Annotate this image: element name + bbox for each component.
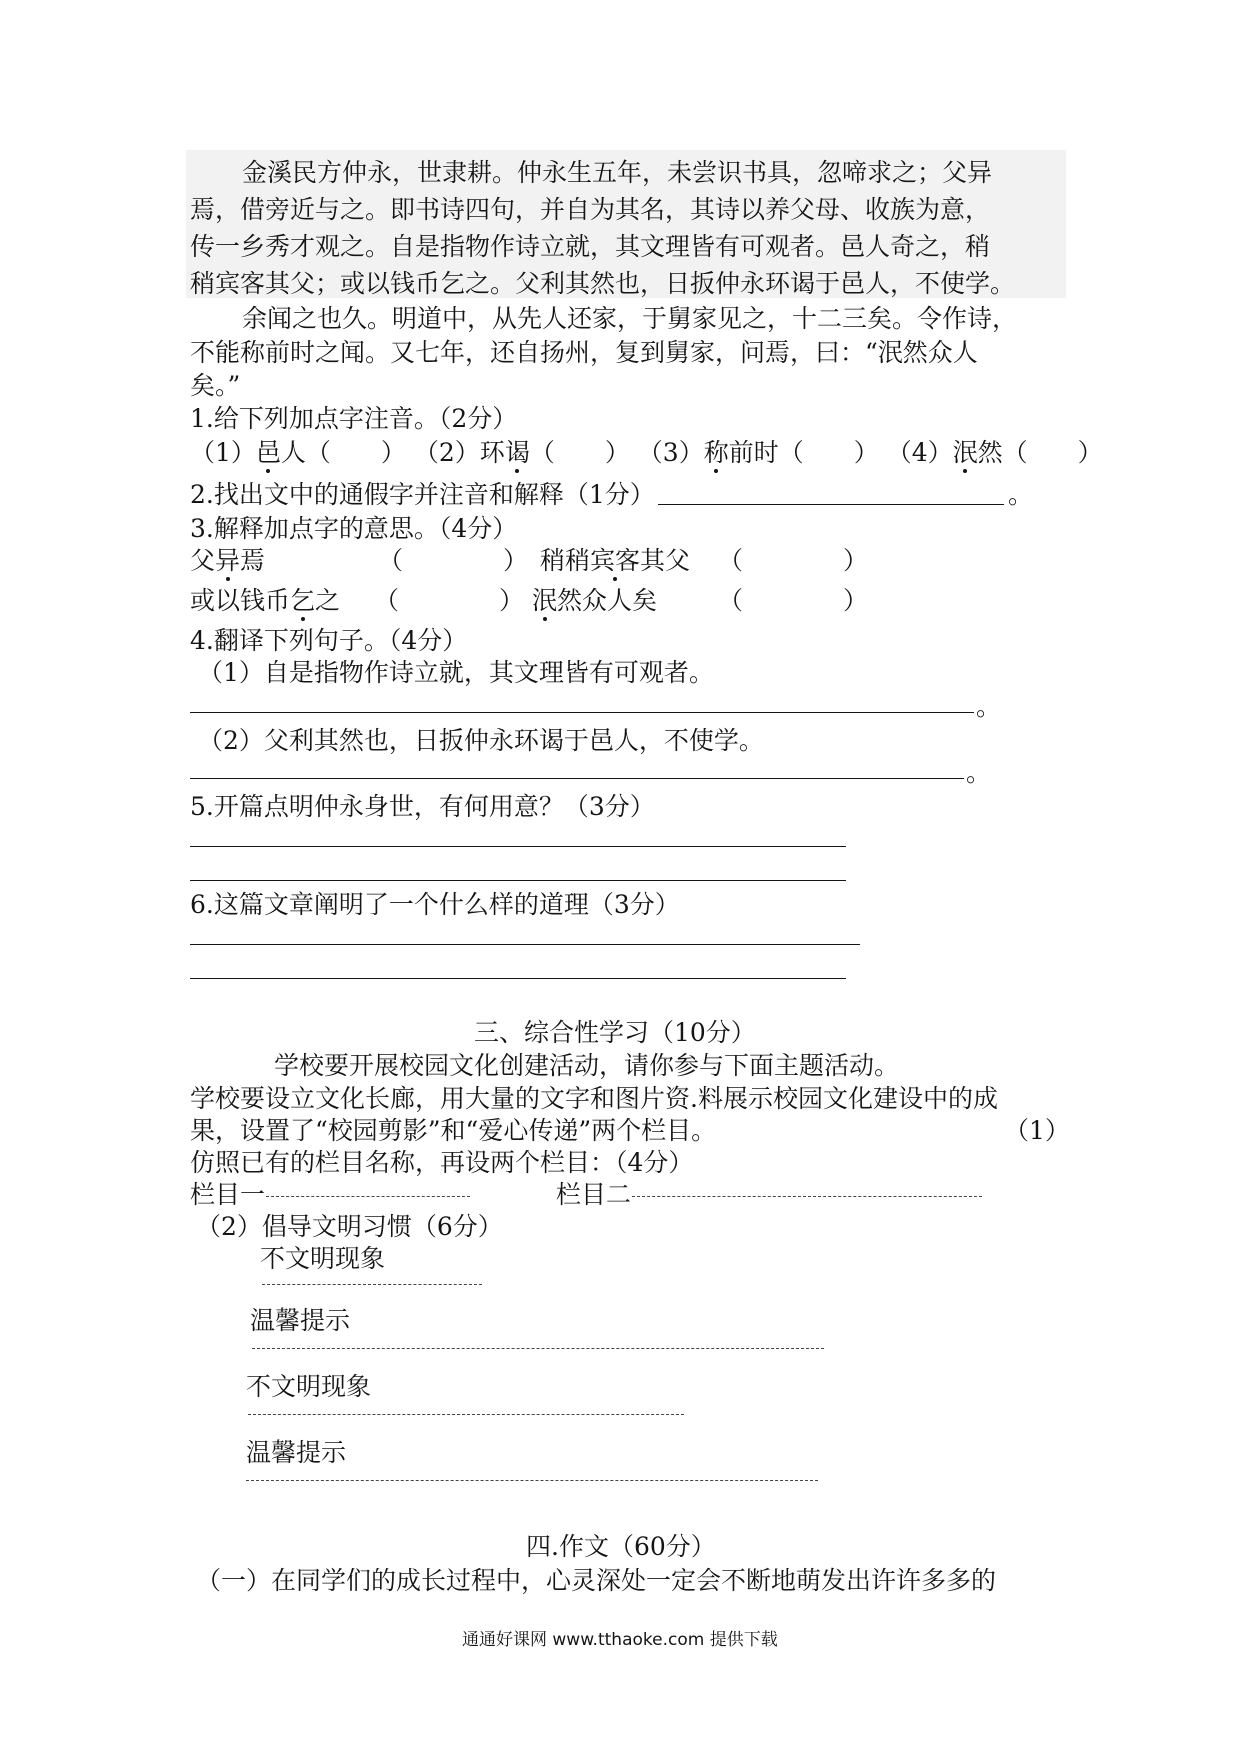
- question-3-title: 3.解释加点字的意思。（4分）: [190, 514, 518, 543]
- passage-line: 焉，借旁近与之。即书诗四句，并自为其名，其诗以养父母、收族为意，: [190, 195, 991, 224]
- item-number: （2）: [413, 438, 480, 467]
- period: 。: [966, 758, 992, 787]
- section-4-title: 四.作文（60分）: [526, 1532, 716, 1561]
- item-text: 其父: [640, 546, 691, 575]
- answer-line[interactable]: [190, 712, 974, 713]
- dotted-char: 乞: [290, 586, 316, 615]
- passage-line: 传一乡秀才观之。自是指物作诗立就，其文理皆有可观者。邑人奇之，稍: [190, 232, 991, 261]
- item-text: 然（ ）: [977, 438, 1103, 467]
- item-text: 之: [315, 586, 341, 615]
- q3-item: [190, 548, 265, 573]
- answer-line[interactable]: [190, 880, 846, 881]
- item-text: （ ）: [529, 438, 630, 467]
- passage-line: 稍宾客其父；或以钱币乞之。父利其然也，日扳仲永环谒于邑人，不使学。: [190, 269, 1016, 298]
- section-3-q1-number: （1）: [1004, 1116, 1070, 1145]
- passage-line: 余闻之也久。明道中，从先人还家，于舅家见之，十二三矣。令作诗，: [242, 304, 1018, 333]
- item-text: 人（ ）: [280, 438, 406, 467]
- item-text: 父: [190, 546, 216, 575]
- item-text: 焉: [240, 546, 266, 575]
- question-4-title: 4.翻译下列句子。（4分）: [190, 626, 468, 655]
- q3-item: [532, 588, 657, 613]
- dotted-char: 邑: [255, 438, 281, 467]
- tip-answer[interactable]: [252, 1348, 824, 1349]
- period: 。: [1008, 480, 1034, 509]
- section-3-text: 果，设置了“校园剪影”和“爱心传递”两个栏目。: [190, 1116, 717, 1145]
- item-number: （1）: [190, 438, 256, 467]
- section-3-q1: 仿照已有的栏目名称，再设两个栏目：（4分）: [190, 1148, 694, 1177]
- answer-line[interactable]: [190, 944, 860, 945]
- sentence-1: （1）自是指物作诗立就，其文理皆有可观者。: [198, 658, 714, 687]
- passage-line: 金溪民方仲永，世隶耕。仲永生五年，未尝识书具，忽啼求之；父异: [242, 158, 993, 187]
- q3-item: [540, 548, 690, 573]
- bad-behavior-label: 不文明现象: [260, 1244, 386, 1273]
- answer-paren[interactable]: （ ）: [718, 586, 869, 615]
- dotted-char: 泯: [532, 586, 558, 615]
- dotted-char: 宾客: [590, 546, 641, 575]
- bad-behavior-answer[interactable]: [262, 1284, 482, 1285]
- bad-behavior-answer[interactable]: [248, 1414, 684, 1415]
- period: 。: [976, 692, 1002, 721]
- page-footer: 通通好课网 www.tthaoke.com 提供下载: [462, 1630, 778, 1650]
- passage-line: 不能称前时之闻。又七年，还自扬州，复到舅家，问焉，曰：“泯然众人: [190, 338, 978, 367]
- item-text: 前时（ ）: [728, 438, 879, 467]
- column-2-label: 栏目二: [556, 1180, 632, 1209]
- column-1-answer[interactable]: [266, 1196, 470, 1197]
- dotted-char: 异: [215, 546, 241, 575]
- answer-line[interactable]: [190, 846, 846, 847]
- answer-line[interactable]: [658, 504, 1004, 505]
- answer-line[interactable]: [190, 778, 964, 779]
- dotted-char: 谒: [504, 438, 530, 467]
- tip-label: 温馨提示: [246, 1438, 347, 1467]
- question-2-title: 2.找出文中的通假字并注音和解释（1分）: [190, 480, 655, 509]
- bad-behavior-label: 不文明现象: [246, 1372, 372, 1401]
- answer-paren[interactable]: （ ）: [378, 546, 529, 575]
- item-text: 然众人矣: [557, 586, 658, 615]
- answer-paren[interactable]: （ ）: [718, 546, 869, 575]
- item-text: 或以钱币: [190, 586, 291, 615]
- dotted-char: 泯: [952, 438, 978, 467]
- item-number: （3）: [637, 438, 704, 467]
- answer-line[interactable]: [190, 978, 846, 979]
- item-number: （4）: [886, 438, 953, 467]
- section-3-intro: 学校要开展校园文化创建活动，请你参与下面主题活动。: [274, 1051, 900, 1080]
- column-2-answer[interactable]: [632, 1196, 982, 1197]
- sentence-2: （2）父利其然也，日扳仲永环谒于邑人，不使学。: [198, 726, 764, 755]
- item-text: 稍稍: [540, 546, 591, 575]
- question-5-title: 5.开篇点明仲永身世，有何用意？（3分）: [190, 792, 655, 821]
- answer-paren[interactable]: （ ）: [374, 586, 525, 615]
- question-6-title: 6.这篇文章阐明了一个什么样的道理（3分）: [190, 890, 680, 919]
- question-1-items: [190, 440, 1103, 465]
- essay-prompt: （一）在同学们的成长过程中，心灵深处一定会不断地萌发出许许多多的: [196, 1566, 997, 1595]
- tip-label: 温馨提示: [250, 1306, 351, 1335]
- item-text: 环: [479, 438, 505, 467]
- section-3-text: 学校要设立文化长廊，用大量的文字和图片资.料展示校园文化建设中的成: [190, 1084, 998, 1113]
- q3-item: [190, 588, 340, 613]
- column-1-label: 栏目一: [190, 1180, 266, 1209]
- passage-line: 矣。”: [190, 371, 241, 400]
- question-1-title: 1.给下列加点字注音。（2分）: [190, 404, 518, 433]
- section-3-title: 三、综合性学习（10分）: [474, 1018, 756, 1047]
- dotted-char: 称: [703, 438, 729, 467]
- section-3-q2: （2）倡导文明习惯（6分）: [196, 1212, 503, 1241]
- tip-answer[interactable]: [246, 1480, 818, 1481]
